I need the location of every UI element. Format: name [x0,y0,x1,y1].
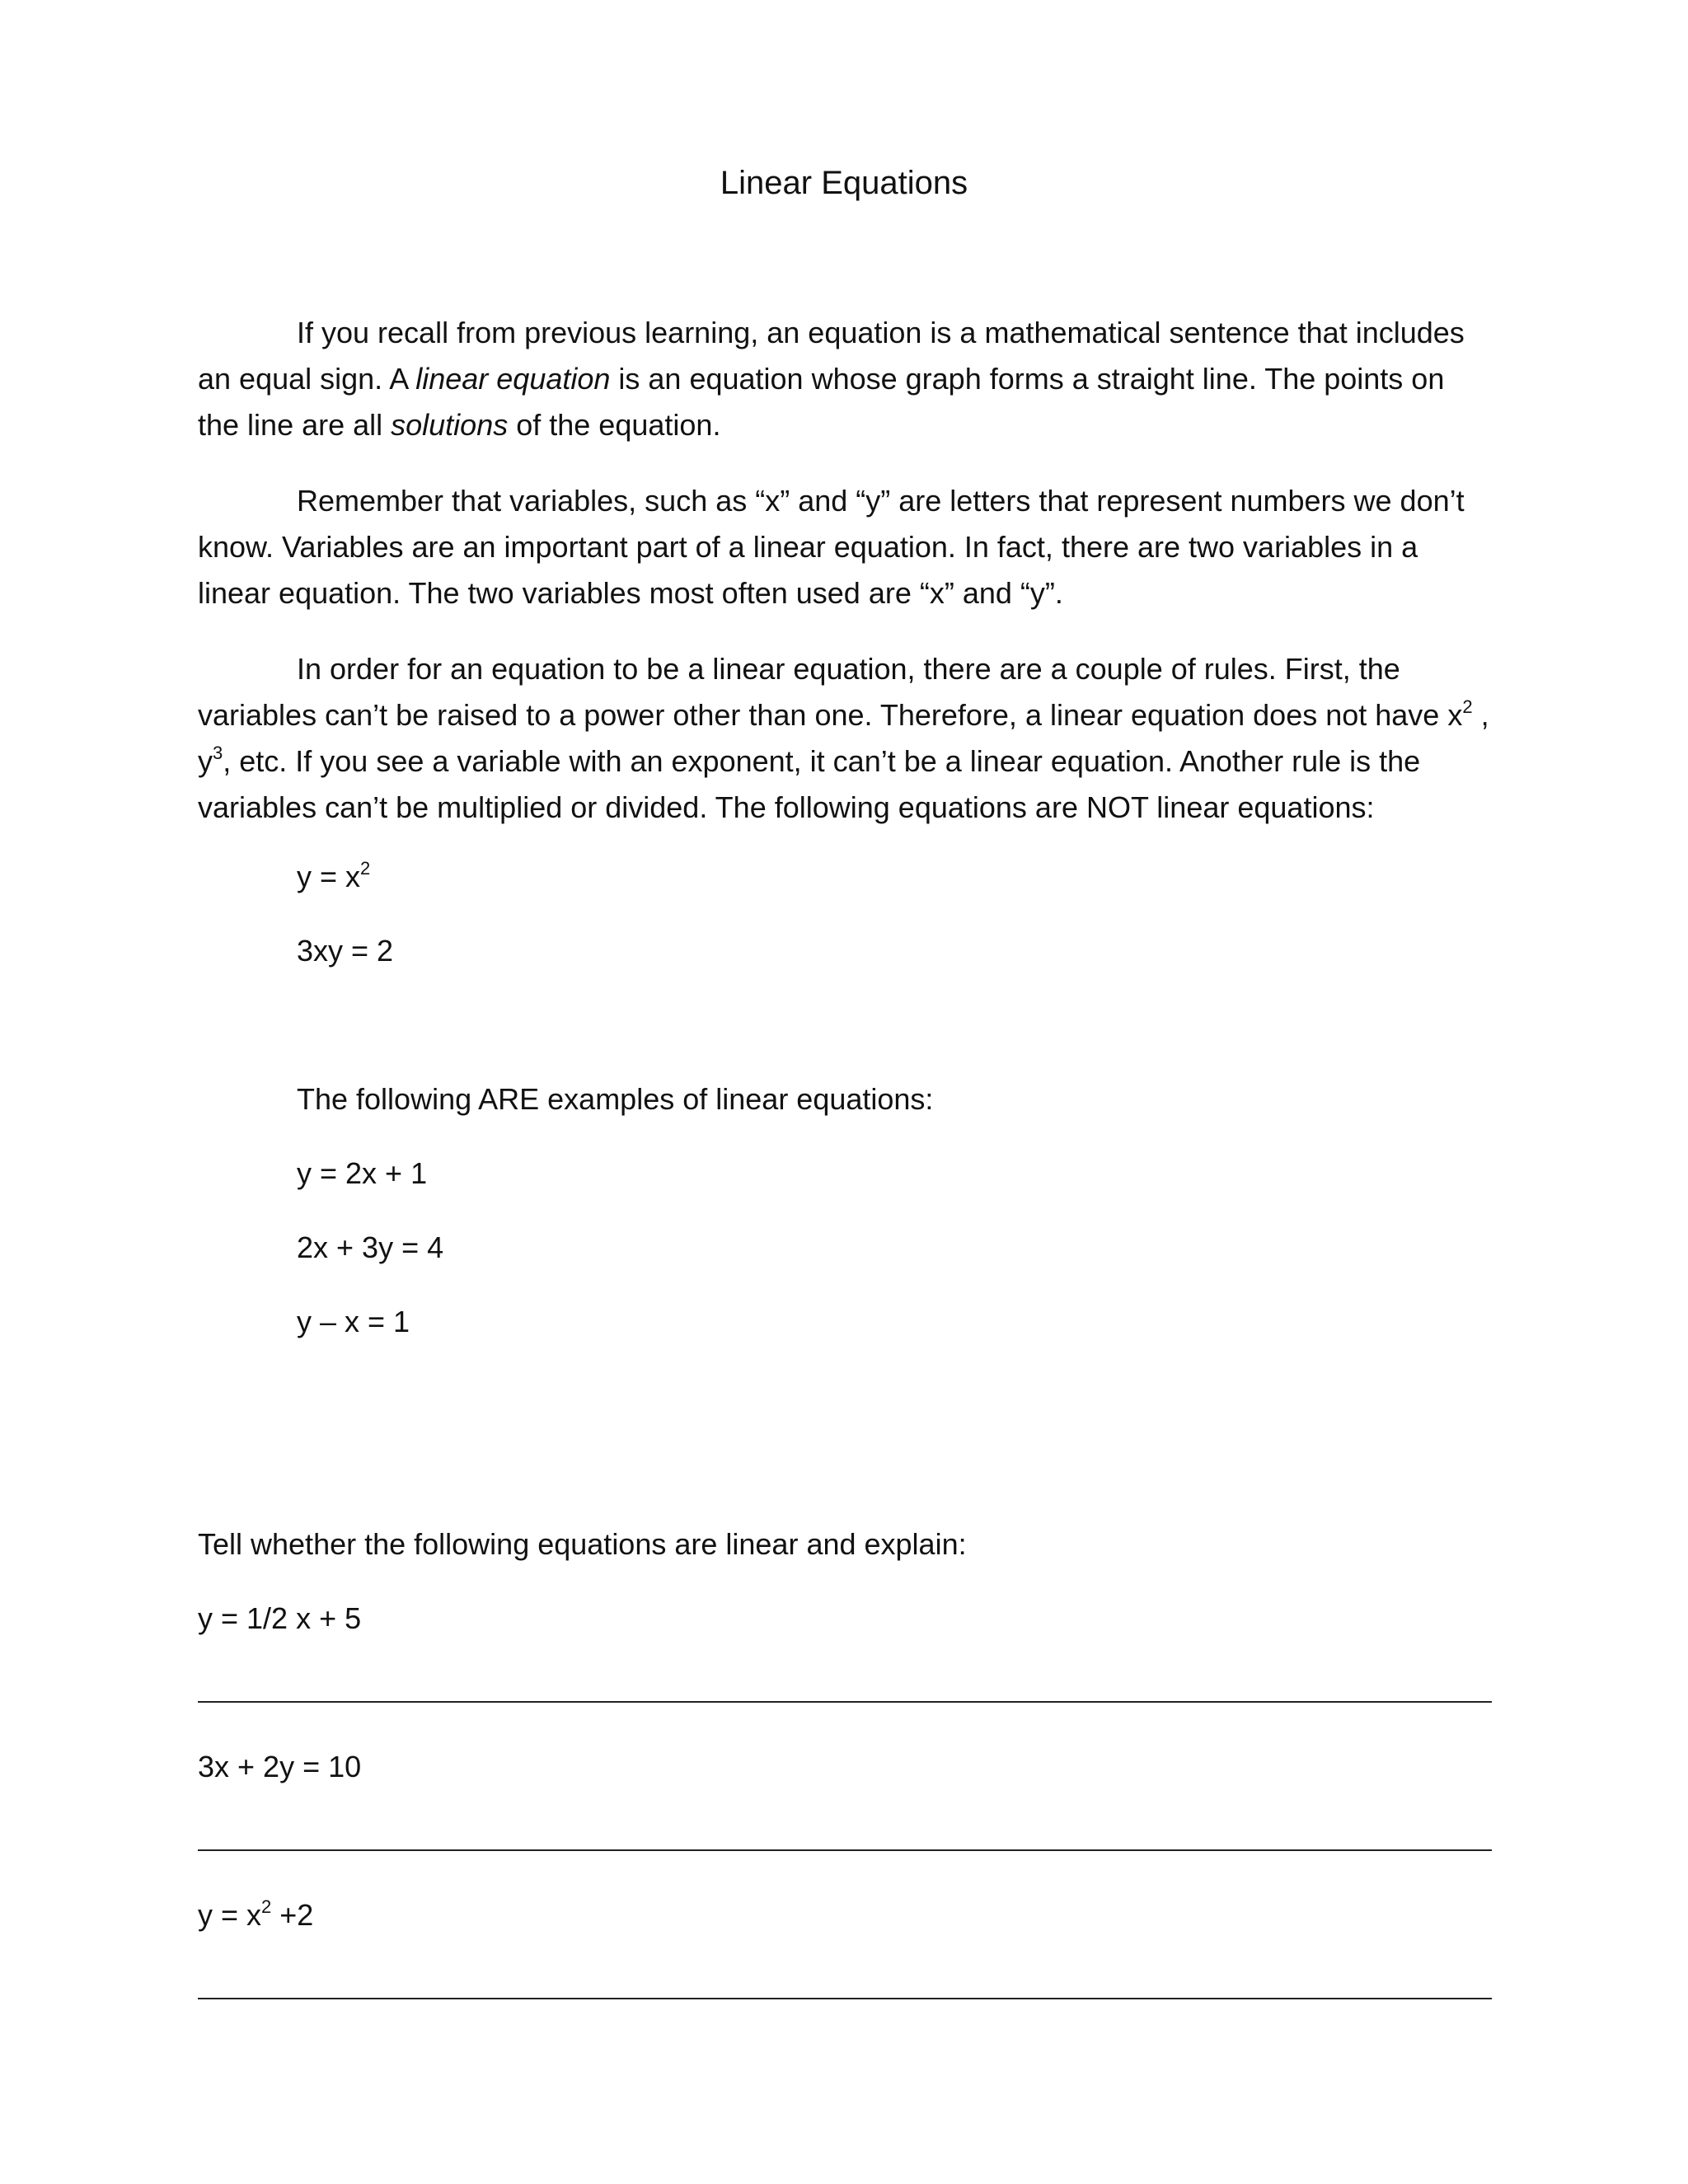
term-solutions: solutions [391,408,509,442]
paragraph-text: of the equation. [508,408,721,442]
answer-line-2[interactable] [198,1849,1492,1851]
paragraph-definition [198,310,1492,448]
paragraph-text: is an equation whose graph forms a straight line. The points on the line are all [198,362,1445,442]
exponent: 2 [360,858,371,879]
exponent: 2 [261,1896,272,1917]
answer-line-3[interactable] [198,1998,1492,1999]
exercise-question-2: 3x + 2y = 10 [198,1750,362,1783]
linear-examples-intro: The following ARE examples of linear equations: [297,1082,934,1116]
term-linear-equation: linear equation [415,362,611,396]
linear-example-3: y – x = 1 [297,1305,410,1338]
answer-line-1[interactable] [198,1701,1492,1703]
paragraph-rules [198,646,1492,831]
linear-example-2: 2x + 3y = 4 [297,1230,444,1264]
paragraph-variables: Remember that variables, such as “x” and “y” are letters that represent numbers we don’t know. Variables are an important part of a linear equation. In fact, there are two variables in a linear equation. The two variables most often used are “x” and “y”. [198,484,1465,610]
exponent: 3 [213,743,223,763]
paragraph-text: , etc. If you see a variable with an exponent, it can’t be a linear equation. Another rule is the variables can’t be multiplied or divided. The following equations are NOT linear equations: [198,744,1421,824]
equation-text: y = x [297,860,361,893]
equation-text: +2 [271,1898,314,1932]
non-linear-equation-2: 3xy = 2 [297,934,394,968]
exercise-prompt: Tell whether the following equations are linear and explain: [198,1527,967,1561]
exercise-question-1: y = 1/2 x + 5 [198,1601,362,1635]
paragraph-text: , y [198,698,1489,778]
exercise-question-3 [198,1892,313,1938]
exponent: 2 [1462,696,1473,717]
paragraph-text: In order for an equation to be a linear equation, there are a couple of rules. First, the variables can’t be raised to a power other than one. Therefore, a linear equation does not have x [198,652,1463,732]
non-linear-equation-1 [297,854,370,900]
equation-text: y = x [198,1898,262,1932]
paragraph-text: If you recall from previous learning, an equation is a mathematical sentence that includes an equal sign. A [198,316,1465,396]
linear-example-1: y = 2x + 1 [297,1156,428,1190]
page-title: Linear Equations [720,165,968,201]
